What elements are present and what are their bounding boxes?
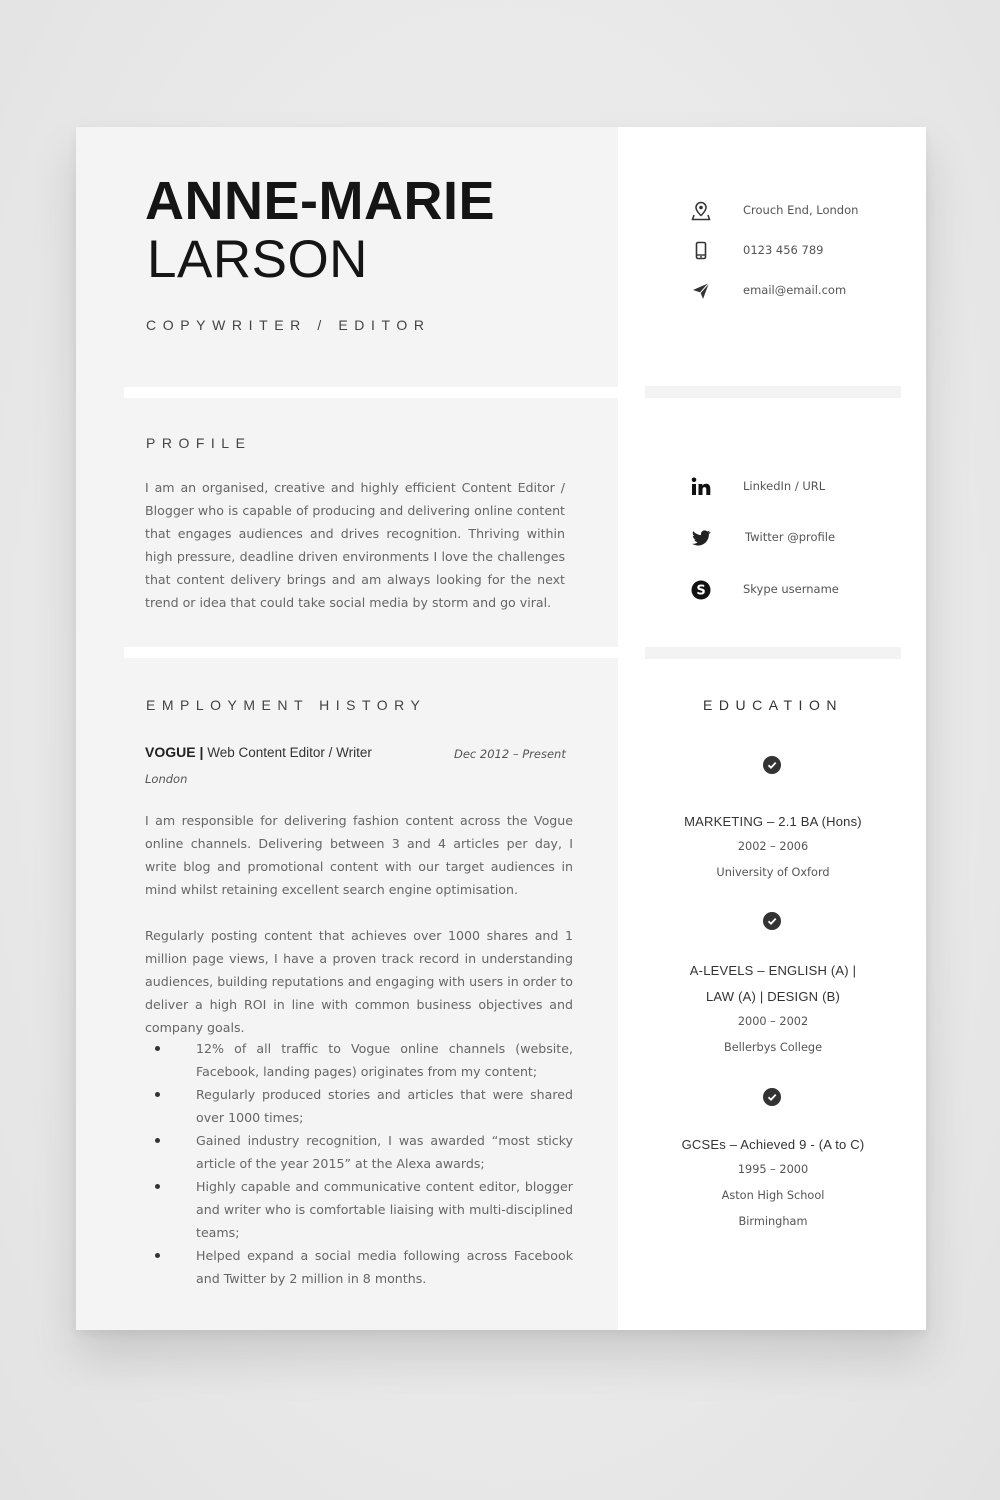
- job-company: VOGUE: [145, 744, 196, 760]
- svg-text:S: S: [696, 583, 706, 599]
- check-icon: [763, 912, 781, 930]
- social-skype-text: Skype username: [743, 582, 839, 596]
- list-item-text: Regularly produced stories and articles that were shared over 1000 times;: [196, 1087, 573, 1125]
- job-separator: |: [195, 744, 208, 760]
- education-heading: EDUCATION: [703, 697, 843, 713]
- divider: [124, 647, 618, 658]
- profile-text: I am an organised, creative and highly efficient Content Editor / Blogger who is capable of producing and delivering online content that engages audiences and drives recognition. Thriving within high pressure, deadline driven environments I love the challenges that content delivery brings and am always looking for the next trend or idea that could take social media by storm and go viral.: [145, 480, 565, 610]
- bullet-icon: [155, 1138, 160, 1143]
- education-dates: 2000 – 2002: [737, 1015, 809, 1028]
- bullet-icon: [155, 1046, 160, 1051]
- job-location: London: [145, 772, 188, 786]
- list-item: [145, 1083, 573, 1129]
- divider: [645, 386, 901, 398]
- employment-heading: EMPLOYMENT HISTORY: [146, 697, 427, 713]
- profile-heading: PROFILE: [146, 435, 252, 451]
- contact-phone: [685, 239, 925, 263]
- education-school: University of Oxford: [716, 866, 830, 879]
- contact-email: [685, 279, 925, 303]
- job-paragraph: Regularly posting content that achieves over 1000 shares and 1 million page views, I have a proven track record in understanding audiences, building reputations and engaging with users in order to deliver a high ROI in line with common business objectives and company goals.: [145, 928, 573, 1035]
- social-linkedin-text: LinkedIn / URL: [743, 479, 826, 493]
- divider: [645, 647, 901, 659]
- job-paragraph: I am responsible for delivering fashion content across the Vogue online channels. Delivering between 3 and 4 articles per day, I write blog and promotional content with our target audiences in mind whilst retaining excellent search engine optimisation.: [145, 813, 573, 897]
- resume-sheet: [76, 127, 926, 1330]
- job-dates: Dec 2012 – Present: [454, 747, 566, 761]
- education-title: LAW (A) | DESIGN (B): [705, 989, 840, 1004]
- education-location: Birmingham: [738, 1215, 808, 1228]
- bullet-icon: [155, 1253, 160, 1258]
- location-pin-icon: [685, 199, 717, 223]
- contact-phone-text: 0123 456 789: [743, 243, 824, 257]
- first-name: ANNE-MARIE: [145, 171, 495, 231]
- education-title: MARKETING – 2.1 BA (Hons): [684, 814, 862, 829]
- linkedin-icon: [685, 475, 717, 499]
- achievements-list: [145, 1037, 573, 1290]
- job-role: Web Content Editor / Writer: [207, 745, 372, 760]
- bullet-icon: [155, 1092, 160, 1097]
- education-dates: 2002 – 2006: [737, 840, 809, 853]
- list-item-text: Highly capable and communicative content editor, blogger and writer who is comfortable liaising with multi-disciplined teams;: [196, 1179, 573, 1240]
- check-icon: [763, 756, 781, 774]
- education-title: GCSEs – Achieved 9 - (A to C): [681, 1137, 865, 1152]
- list-item-text: 12% of all traffic to Vogue online channels (website, Facebook, landing pages) originates from my content;: [196, 1041, 573, 1079]
- social-linkedin: [685, 475, 925, 499]
- education-title: A-LEVELS – ENGLISH (A) |: [689, 963, 857, 978]
- job-title: COPYWRITER / EDITOR: [146, 317, 431, 333]
- social-twitter: [685, 526, 925, 550]
- list-item: [145, 1129, 573, 1175]
- education-dates: 1995 – 2000: [737, 1163, 809, 1176]
- paper-plane-icon: [685, 279, 717, 303]
- social-skype: [685, 578, 925, 602]
- list-item: [145, 1175, 573, 1244]
- bullet-icon: [155, 1184, 160, 1189]
- list-item: [145, 1244, 573, 1290]
- contact-location: [685, 199, 925, 223]
- check-icon: [763, 1088, 781, 1106]
- education-school: Aston High School: [721, 1189, 825, 1202]
- divider: [124, 387, 618, 398]
- phone-icon: [685, 239, 717, 263]
- list-item-text: Helped expand a social media following across Facebook and Twitter by 2 million in 8 months.: [196, 1248, 573, 1286]
- contact-location-text: Crouch End, London: [743, 203, 859, 217]
- list-item-text: Gained industry recognition, I was awarded “most sticky article of the year 2015” at the Alexa awards;: [196, 1133, 573, 1171]
- skype-icon: [685, 578, 717, 602]
- social-twitter-text: Twitter @profile: [745, 530, 836, 544]
- contact-email-text: email@email.com: [743, 283, 847, 297]
- twitter-icon: [685, 526, 717, 550]
- education-school: Bellerbys College: [723, 1041, 823, 1054]
- list-item: [145, 1037, 573, 1083]
- last-name: LARSON: [147, 230, 368, 289]
